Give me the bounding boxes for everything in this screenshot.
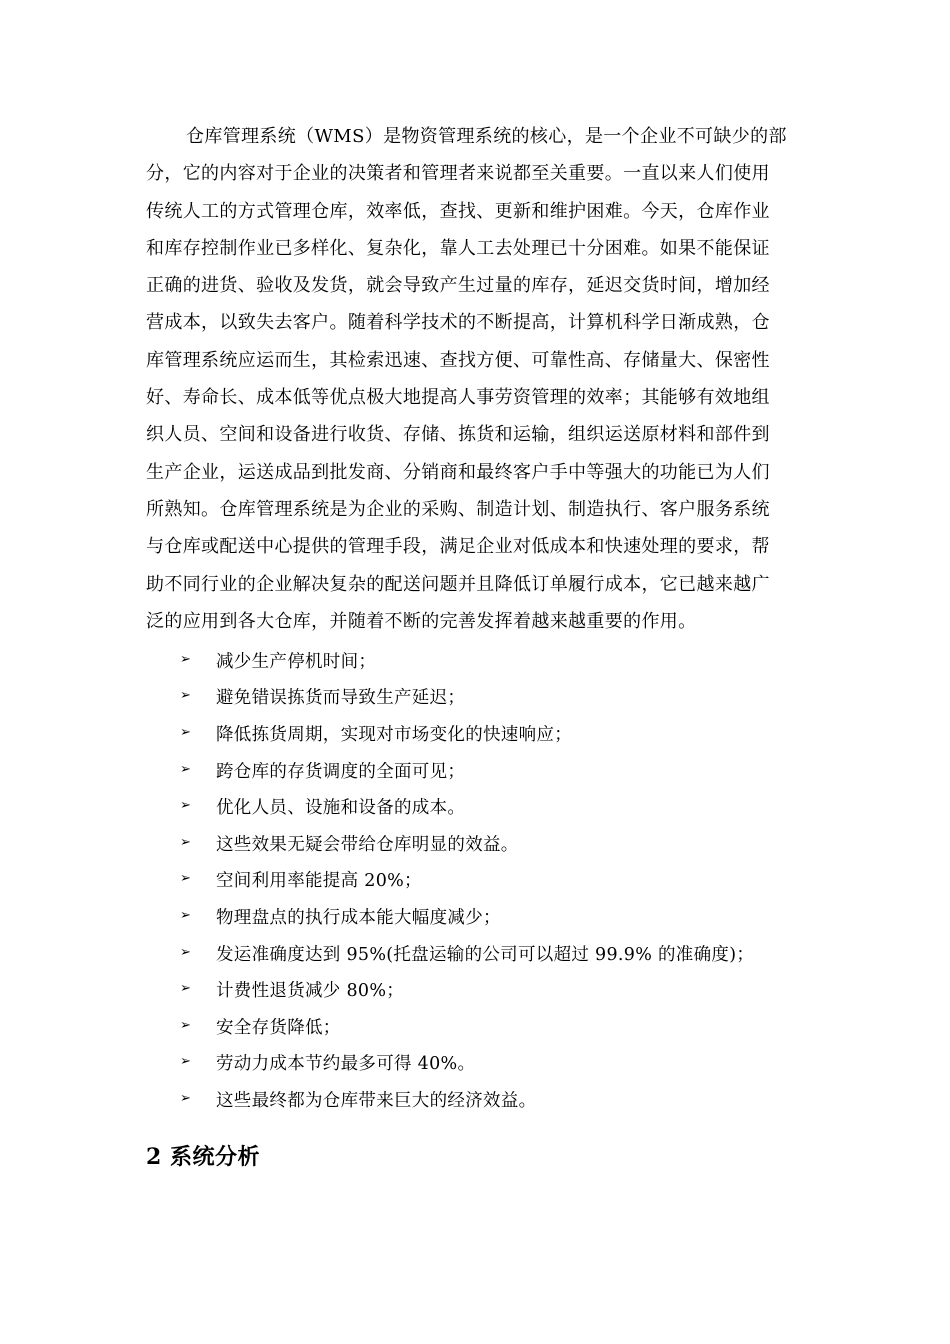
bullet-text: 减少生产停机时间； — [216, 651, 377, 672]
bullet-text: 避免错误拣货而导致生产延迟； — [216, 688, 466, 709]
bullet-item — [180, 679, 754, 716]
arrowhead-bullet-icon: ➢ — [180, 651, 191, 667]
paragraph-line: 与仓库或配送中心提供的管理手段，满足企业对低成本和快速处理的要求，帮 — [146, 536, 770, 558]
bullet-item — [180, 752, 754, 789]
paragraph-line: 和库存控制作业已多样化、复杂化，靠人工去处理已十分困难。如果不能保证 — [146, 237, 770, 259]
paragraph-line: 传统人工的方式管理仓库，效率低，查找、更新和维护困难。今天，仓库作业 — [146, 200, 770, 222]
bullet-text: 这些最终都为仓库带来巨大的经济效益。 — [216, 1090, 537, 1111]
paragraph-line: 所熟知。仓库管理系统是为企业的采购、制造计划、制造执行、客户服务系统 — [146, 498, 770, 520]
arrowhead-bullet-icon: ➢ — [180, 1017, 191, 1033]
bullet-text: 空间利用率能提高 20%； — [216, 871, 422, 892]
bullet-text: 这些效果无疑会带给仓库明显的效益。 — [216, 834, 519, 855]
bullet-item — [180, 898, 754, 935]
paragraph-line: 正确的进货、验收及发货，就会导致产生过量的库存，延迟交货时间，增加经 — [146, 275, 770, 297]
bullet-text: 跨仓库的存货调度的全面可见； — [216, 761, 466, 782]
paragraph-line: 泛的应用到各大仓库，并随着不断的完善发挥着越来越重要的作用。 — [146, 610, 697, 632]
bullet-item — [180, 642, 754, 679]
bullet-item — [180, 1008, 754, 1045]
bullet-item — [180, 862, 754, 899]
paragraph-line: 仓库管理系统（WMS）是物资管理系统的核心，是一个企业不可缺少的部 — [186, 126, 787, 147]
arrowhead-bullet-icon: ➢ — [180, 688, 191, 704]
paragraph-line: 织人员、空间和设备进行收货、存储、拣货和运输，组织运送原材料和部件到 — [146, 424, 770, 446]
bullet-text: 安全存货降低； — [216, 1017, 341, 1038]
arrowhead-bullet-icon: ➢ — [180, 724, 191, 740]
bullet-item — [180, 825, 754, 862]
bullet-text: 优化人员、设施和设备的成本。 — [216, 798, 466, 819]
arrowhead-bullet-icon: ➢ — [180, 1054, 191, 1070]
section-heading: 2 系统分析 — [146, 1144, 260, 1170]
bullet-item — [180, 715, 754, 752]
paragraph-line: 库管理系统应运而生，其检索迅速、查找方便、可靠性高、存储量大、保密性 — [146, 349, 770, 371]
bullet-text: 发运准确度达到 95%(托盘运输的公司可以超过 99.9% 的准确度)； — [216, 944, 755, 965]
bullet-text: 物理盘点的执行成本能大幅度减少； — [216, 907, 501, 928]
paragraph-line: 助不同行业的企业解决复杂的配送问题并且降低订单履行成本，它已越来越广 — [146, 573, 770, 595]
paragraph-line: 营成本，以致失去客户。随着科学技术的不断提高，计算机科学日渐成熟，仓 — [146, 312, 770, 334]
bullet-item — [180, 1045, 754, 1082]
intro-paragraph — [146, 118, 806, 640]
arrowhead-bullet-icon: ➢ — [180, 907, 191, 923]
benefits-bullet-list — [180, 642, 754, 1118]
arrowhead-bullet-icon: ➢ — [180, 981, 191, 997]
paragraph-line: 好、寿命长、成本低等优点极大地提高人事劳资管理的效率；其能够有效地组 — [146, 387, 770, 409]
arrowhead-bullet-icon: ➢ — [180, 1090, 191, 1106]
arrowhead-bullet-icon: ➢ — [180, 944, 191, 960]
arrowhead-bullet-icon: ➢ — [180, 798, 191, 814]
arrowhead-bullet-icon: ➢ — [180, 834, 191, 850]
paragraph-line: 生产企业，运送成品到批发商、分销商和最终客户手中等强大的功能已为人们 — [146, 461, 770, 483]
bullet-item — [180, 935, 754, 972]
arrowhead-bullet-icon: ➢ — [180, 871, 191, 887]
bullet-item — [180, 971, 754, 1008]
paragraph-line: 分，它的内容对于企业的决策者和管理者来说都至关重要。一直以来人们使用 — [146, 163, 770, 185]
bullet-item — [180, 788, 754, 825]
bullet-text: 降低拣货周期，实现对市场变化的快速响应； — [216, 724, 572, 745]
bullet-item — [180, 1081, 754, 1118]
bullet-text: 计费性退货减少 80%； — [216, 981, 405, 1002]
arrowhead-bullet-icon: ➢ — [180, 761, 191, 777]
bullet-text: 劳动力成本节约最多可得 40%。 — [216, 1054, 476, 1075]
